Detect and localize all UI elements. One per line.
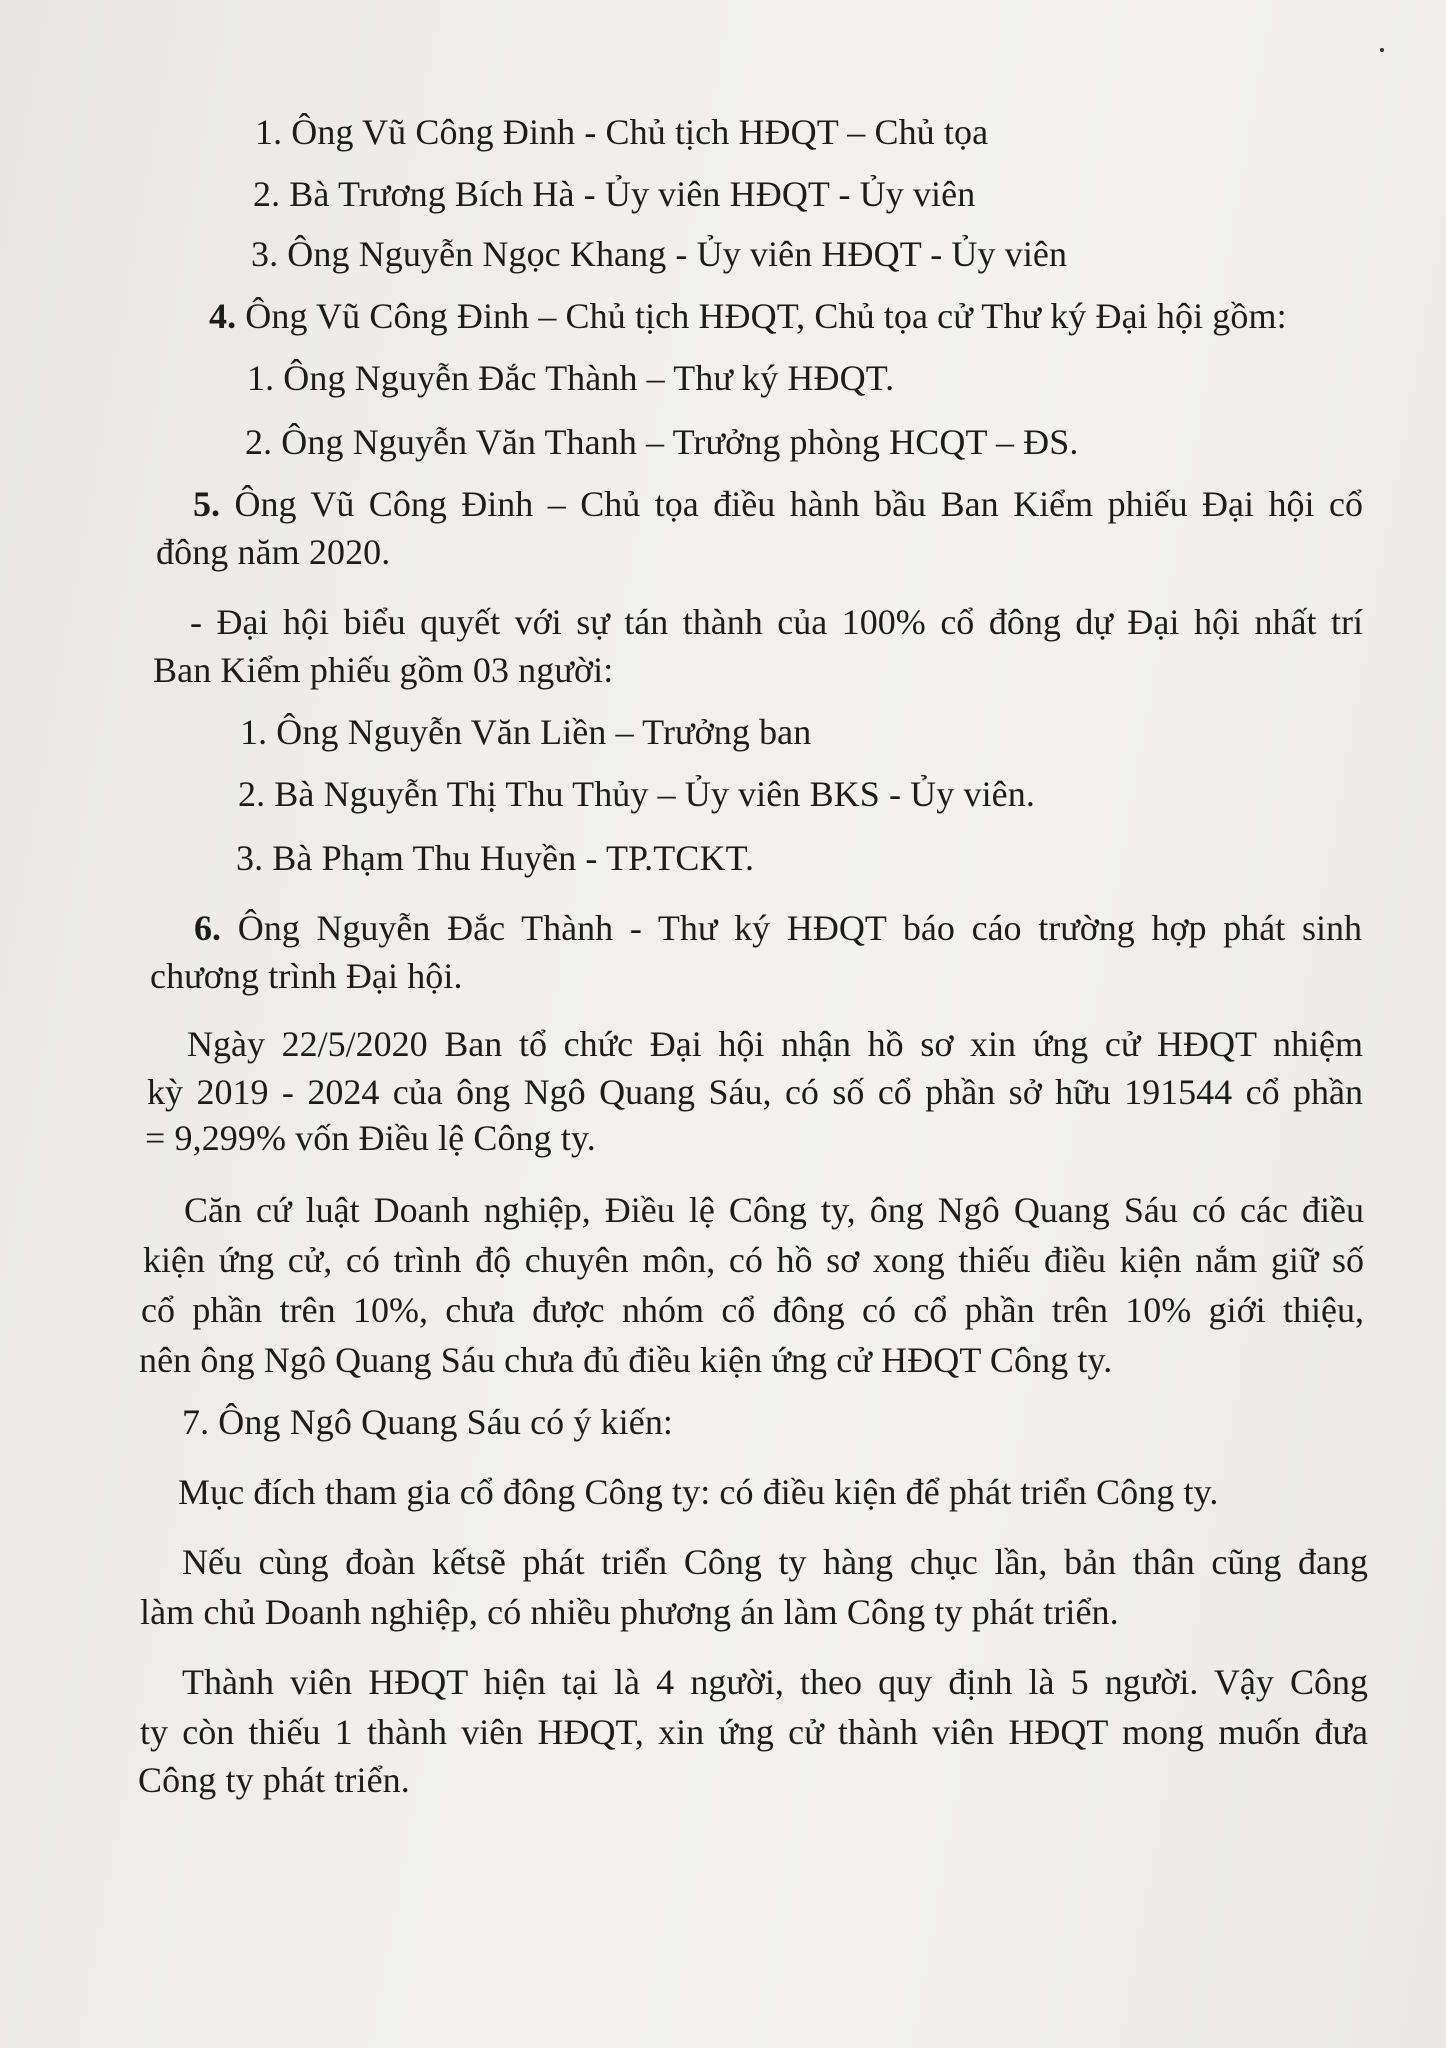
item-number: 6.	[194, 908, 221, 948]
text-line: làm chủ Doanh nghiệp, có nhiều phương án làm Công ty phát triển.	[140, 1592, 1119, 1632]
item-number: 4.	[209, 296, 237, 336]
text-line: Thành viên HĐQT hiện tại là 4 người, theo quy định là 5 người. Vậy Công	[182, 1662, 1368, 1702]
line-text: Ông Vũ Công Đinh – Chủ tọa điều hành bầu Ban Kiểm phiếu Đại hội cổ	[220, 484, 1363, 524]
text-line: 7. Ông Ngô Quang Sáu có ý kiến:	[182, 1402, 674, 1442]
line-text: Ông Nguyễn Đắc Thành - Thư ký HĐQT báo cáo trường hợp phát sinh	[221, 908, 1362, 948]
text-line: Nếu cùng đoàn kếtsẽ phát triển Công ty hàng chục lần, bản thân cũng đang	[182, 1542, 1368, 1582]
text-line: ty còn thiếu 1 thành viên HĐQT, xin ứng cử thành viên HĐQT mong muốn đưa	[140, 1712, 1368, 1752]
paper-speck	[1380, 48, 1384, 52]
text-line: Công ty phát triển.	[138, 1760, 410, 1800]
text-line: Ban Kiểm phiếu gồm 03 người:	[153, 650, 614, 690]
text-line: đông năm 2020.	[156, 532, 391, 572]
text-line: - Đại hội biểu quyết với sự tán thành của 100% cổ đông dự Đại hội nhất trí	[190, 602, 1363, 642]
text-line: Căn cứ luật Doanh nghiệp, Điều lệ Công ty, ông Ngô Quang Sáu có các điều	[184, 1190, 1364, 1230]
text-line	[193, 482, 1363, 526]
text-line: 1. Ông Nguyễn Văn Liền – Trưởng ban	[240, 712, 812, 752]
text-line: kiện ứng cử, có trình độ chuyên môn, có hồ sơ xong thiếu điều kiện nắm giữ số	[143, 1240, 1364, 1280]
text-line	[194, 906, 1362, 950]
text-line: 2. Bà Nguyễn Thị Thu Thủy – Ủy viên BKS - Ủy viên.	[238, 774, 1035, 814]
text-line: 2. Bà Trương Bích Hà - Ủy viên HĐQT - Ủy viên	[253, 174, 976, 214]
text-line: = 9,299% vốn Điều lệ Công ty.	[145, 1118, 596, 1158]
text-line: nên ông Ngô Quang Sáu chưa đủ điều kiện ứng cử HĐQT Công ty.	[139, 1340, 1113, 1380]
item-number: 5.	[193, 484, 220, 524]
text-line: kỳ 2019 - 2024 của ông Ngô Quang Sáu, có số cổ phần sở hữu 191544 cổ phần	[147, 1072, 1363, 1112]
text-line: cổ phần trên 10%, chưa được nhóm cổ đông có cổ phần trên 10% giới thiệu,	[141, 1290, 1364, 1330]
text-line: 3. Ông Nguyễn Ngọc Khang - Ủy viên HĐQT - Ủy viên	[251, 234, 1068, 274]
text-line: 1. Ông Nguyễn Đắc Thành – Thư ký HĐQT.	[247, 358, 895, 398]
text-line: Mục đích tham gia cổ đông Công ty: có điều kiện để phát triển Công ty.	[178, 1472, 1219, 1512]
text-line: 1. Ông Vũ Công Đinh - Chủ tịch HĐQT – Chủ tọa	[255, 112, 989, 152]
text-line: 3. Bà Phạm Thu Huyền - TP.TCKT.	[236, 838, 755, 878]
text-line: 2. Ông Nguyễn Văn Thanh – Trưởng phòng HCQT – ĐS.	[245, 422, 1079, 462]
text-line: Ngày 22/5/2020 Ban tổ chức Đại hội nhận hồ sơ xin ứng cử HĐQT nhiệm	[187, 1024, 1363, 1064]
line-text: Ông Vũ Công Đinh – Chủ tịch HĐQT, Chủ tọa cử Thư ký Đại hội gồm:	[236, 296, 1287, 336]
text-line: chương trình Đại hội.	[150, 956, 463, 996]
text-line	[209, 294, 1287, 338]
